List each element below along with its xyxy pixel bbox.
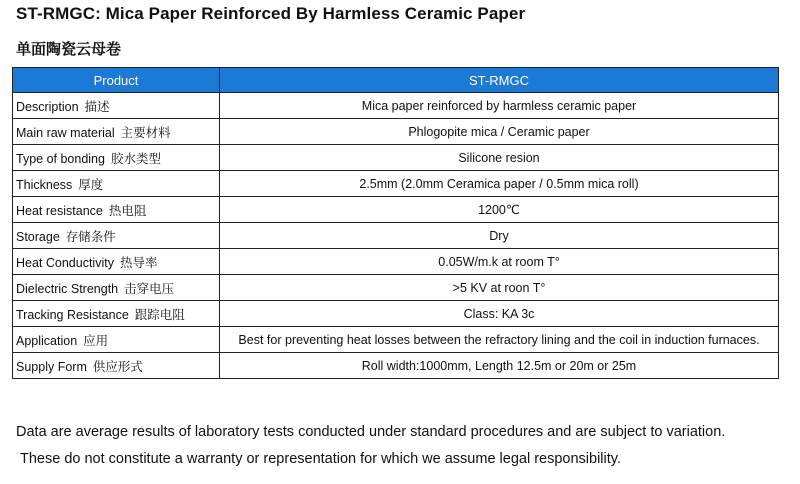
row-label: [13, 301, 220, 327]
row-label: [13, 275, 220, 301]
header-product: Product: [13, 68, 220, 93]
row-label-en: Thickness: [16, 177, 73, 192]
page-title: ST-RMGC: Mica Paper Reinforced By Harmless Ceramic Paper: [16, 4, 526, 23]
row-label: [13, 223, 220, 249]
row-label-en: Description: [16, 99, 79, 114]
row-label-cn: 存储条件: [65, 228, 116, 244]
spec-table: [12, 67, 779, 379]
row-label: [13, 327, 220, 353]
row-value: Phlogopite mica / Ceramic paper: [220, 119, 779, 145]
row-value: Roll width:1000mm, Length 12.5m or 20m or 25m: [220, 353, 779, 379]
page-subtitle: 单面陶瓷云母卷: [16, 40, 122, 58]
row-label-cn: 胶水类型: [110, 150, 161, 166]
disclaimer-line-1: Data are average results of laboratory tests conducted under standard procedures and are subject to variation.: [16, 424, 726, 440]
row-label-en: Application: [16, 333, 78, 348]
row-label-cn: 击穿电压: [124, 280, 175, 296]
table-row: [13, 197, 779, 223]
row-label-en: Supply Form: [16, 359, 87, 374]
row-label: [13, 353, 220, 379]
row-label-en: Storage: [16, 229, 60, 244]
row-value: Best for preventing heat losses between the refractory lining and the coil in induction furnaces.: [220, 327, 779, 353]
table-row: [13, 353, 779, 379]
row-label-en: Type of bonding: [16, 151, 105, 166]
row-label-cn: 供应形式: [92, 358, 143, 374]
table-row: [13, 93, 779, 119]
row-value: Class: KA 3c: [220, 301, 779, 327]
row-label: [13, 197, 220, 223]
row-label-cn: 跟踪电阻: [134, 306, 185, 322]
table-row: [13, 171, 779, 197]
table-row: [13, 275, 779, 301]
row-label-en: Main raw material: [16, 125, 115, 140]
row-value: >5 KV at roon T°: [220, 275, 779, 301]
table-row: [13, 119, 779, 145]
row-label-cn: 热导率: [119, 254, 158, 270]
table-row: [13, 249, 779, 275]
row-value: 1200℃: [220, 197, 779, 223]
row-label: [13, 93, 220, 119]
row-label-en: Heat resistance: [16, 203, 103, 218]
row-label-en: Dielectric Strength: [16, 281, 119, 296]
row-label: [13, 249, 220, 275]
row-value: Silicone resion: [220, 145, 779, 171]
table-row: [13, 145, 779, 171]
row-label: [13, 145, 220, 171]
table-header-row: [13, 68, 779, 93]
table-row: [13, 301, 779, 327]
row-label-en: Tracking Resistance: [16, 307, 129, 322]
row-label: [13, 119, 220, 145]
row-label-cn: 应用: [83, 332, 109, 348]
row-value: 0.05W/m.k at room T°: [220, 249, 779, 275]
table-row: [13, 327, 779, 353]
header-model: ST-RMGC: [220, 68, 779, 93]
row-label-cn: 厚度: [78, 176, 104, 192]
row-label-en: Heat Conductivity: [16, 255, 114, 270]
row-label: [13, 171, 220, 197]
row-label-cn: 描述: [84, 98, 110, 114]
table-row: [13, 223, 779, 249]
row-label-cn: 主要材料: [120, 124, 171, 140]
row-value: Dry: [220, 223, 779, 249]
disclaimer-line-2: These do not constitute a warranty or representation for which we assume legal responsibility.: [20, 451, 621, 467]
row-value: Mica paper reinforced by harmless ceramic paper: [220, 93, 779, 119]
row-value: 2.5mm (2.0mm Ceramica paper / 0.5mm mica roll): [220, 171, 779, 197]
row-label-cn: 热电阻: [108, 202, 147, 218]
